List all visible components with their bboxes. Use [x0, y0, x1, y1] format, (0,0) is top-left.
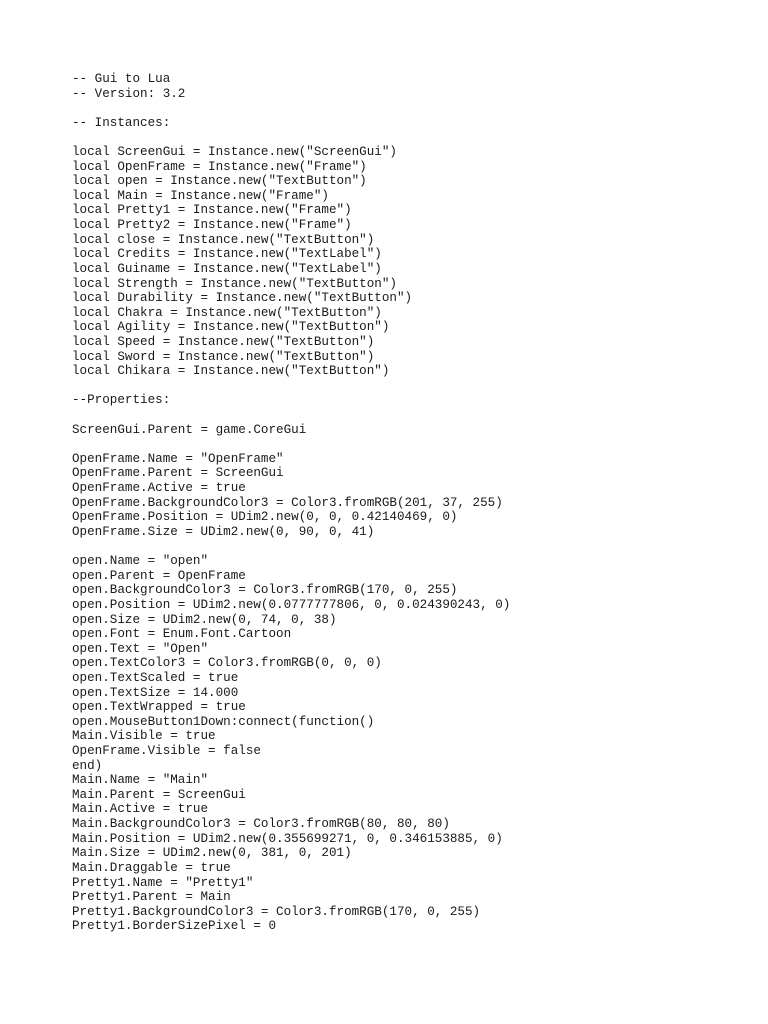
code-line — [72, 540, 752, 555]
code-line: open.Font = Enum.Font.Cartoon — [72, 627, 292, 642]
code-line: local Pretty2 = Instance.new("Frame") — [72, 218, 352, 233]
code-line: ScreenGui.Parent = game.CoreGui — [72, 422, 307, 437]
code-line: Main.Size = UDim2.new(0, 381, 0, 201) — [72, 846, 352, 861]
code-line: OpenFrame.Size = UDim2.new(0, 90, 0, 41) — [72, 524, 375, 539]
code-line: end) — [72, 758, 103, 773]
code-line: local Main = Instance.new("Frame") — [72, 188, 329, 203]
code-line: local open = Instance.new("TextButton") — [72, 174, 367, 189]
code-line: Main.BackgroundColor3 = Color3.fromRGB(80, 80, 80) — [72, 817, 450, 832]
code-line: open.Name = "open" — [72, 554, 209, 569]
code-line: open.TextScaled = true — [72, 670, 239, 685]
code-line: open.MouseButton1Down:connect(function() — [72, 714, 375, 729]
code-line: local Agility = Instance.new("TextButton") — [72, 320, 390, 335]
code-line: OpenFrame.Name = "OpenFrame" — [72, 451, 284, 466]
code-line: -- Gui to Lua — [72, 72, 171, 86]
code-line: open.Size = UDim2.new(0, 74, 0, 38) — [72, 612, 337, 627]
code-line: local Sword = Instance.new("TextButton") — [72, 349, 375, 364]
code-line: Main.Name = "Main" — [72, 773, 209, 788]
code-line: -- Version: 3.2 — [72, 86, 186, 101]
code-line: Main.Draggable = true — [72, 860, 231, 875]
code-line: open.BackgroundColor3 = Color3.fromRGB(170, 0, 255) — [72, 583, 458, 598]
code-line: local ScreenGui = Instance.new("ScreenGui") — [72, 145, 397, 160]
code-line — [72, 408, 752, 423]
code-line: local Speed = Instance.new("TextButton") — [72, 334, 375, 349]
code-line: open.TextWrapped = true — [72, 700, 246, 715]
code-line: -- Instances: — [72, 115, 171, 130]
code-line — [72, 130, 752, 145]
code-line — [72, 101, 752, 116]
code-line: OpenFrame.Active = true — [72, 481, 246, 496]
code-line: open.Text = "Open" — [72, 641, 209, 656]
code-line: local Pretty1 = Instance.new("Frame") — [72, 203, 352, 218]
code-line: Main.Parent = ScreenGui — [72, 787, 246, 802]
code-line: Pretty1.Name = "Pretty1" — [72, 875, 254, 890]
code-line: Pretty1.BackgroundColor3 = Color3.fromRGB(170, 0, 255) — [72, 904, 481, 919]
code-line: OpenFrame.Parent = ScreenGui — [72, 466, 284, 481]
code-line: local Guiname = Instance.new("TextLabel") — [72, 261, 382, 276]
code-line: local Strength = Instance.new("TextButton") — [72, 276, 397, 291]
code-line: open.TextColor3 = Color3.fromRGB(0, 0, 0) — [72, 656, 382, 671]
code-line: open.Position = UDim2.new(0.0777777806, 0, 0.024390243, 0) — [72, 597, 511, 612]
code-line: Pretty1.BorderSizePixel = 0 — [72, 919, 277, 934]
code-line — [72, 379, 752, 394]
code-line: local Credits = Instance.new("TextLabel") — [72, 247, 382, 262]
code-line: OpenFrame.Position = UDim2.new(0, 0, 0.42140469, 0) — [72, 510, 458, 525]
code-line: local OpenFrame = Instance.new("Frame") — [72, 159, 367, 174]
code-line: local Chakra = Instance.new("TextButton") — [72, 305, 382, 320]
code-line: open.TextSize = 14.000 — [72, 685, 239, 700]
code-line: Pretty1.Parent = Main — [72, 890, 231, 905]
code-line: --Properties: — [72, 393, 171, 408]
code-line: Main.Position = UDim2.new(0.355699271, 0, 0.346153885, 0) — [72, 831, 503, 846]
code-line: OpenFrame.BackgroundColor3 = Color3.fromRGB(201, 37, 255) — [72, 495, 503, 510]
code-line: local close = Instance.new("TextButton") — [72, 232, 375, 247]
code-line: local Durability = Instance.new("TextButton") — [72, 291, 413, 306]
code-line: OpenFrame.Visible = false — [72, 744, 261, 759]
code-line: Main.Active = true — [72, 802, 209, 817]
code-line: local Chikara = Instance.new("TextButton") — [72, 364, 390, 379]
code-line: Main.Visible = true — [72, 729, 216, 744]
code-line — [72, 437, 752, 452]
code-document — [72, 72, 752, 934]
code-line: open.Parent = OpenFrame — [72, 568, 246, 583]
